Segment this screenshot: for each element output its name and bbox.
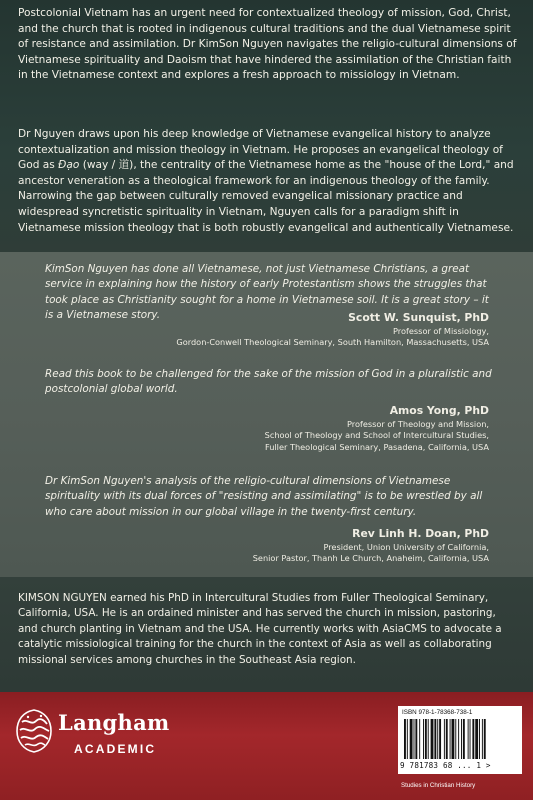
endorsement-quote-2: Read this book to be challenged for the sake of the mission of God in a pluralistic and postcolonial global world.	[45, 368, 492, 396]
isbn-label: ISBN 978-1-78368-738-1	[402, 709, 473, 716]
endorsement-attribution-3	[69, 526, 489, 565]
barcode-bars-icon	[402, 719, 518, 761]
endorser-affiliation-1: Gordon-Conwell Theological Seminary, South Hamilton, Massachusetts, USA	[176, 337, 489, 348]
endorsement-quote-3: Dr KimSon Nguyen's analysis of the religio-cultural dimensions of Vietnamese spirituality with its dual forces of "resisting and assimilating" is to be wrestled by all who care about mission in our global village in the twenty-first century.	[45, 475, 483, 518]
endorsement-attribution-2	[69, 403, 489, 453]
endorser-title-1: Professor of Missiology,	[393, 326, 489, 336]
author-bio: KIMSON NGUYEN earned his PhD in Intercultural Studies from Fuller Theological Seminary, California, USA. He is an ordained minister and has served the church in mission, pastoring, and church planting in Vietnam and the USA. He currently works with AsiaCMS to advocate a catalytic missiological training for the church in the context of Asia as well as collaborating missional services among churches in the Southeast Asia region.	[18, 592, 502, 666]
endorser-title-3: President, Union University of California,	[323, 542, 489, 552]
isbn-digits: 9 781783 68 ... 1 >	[400, 761, 491, 770]
dao-term: Đạo	[58, 159, 80, 172]
isbn-barcode	[398, 706, 522, 774]
endorser-name-2: Amos Yong, PhD	[389, 404, 489, 417]
langham-emblem-icon	[14, 708, 54, 754]
publisher-name: Langham	[58, 710, 170, 735]
langham-academic-logo	[14, 700, 244, 780]
endorsement-quote-1: KimSon Nguyen has done all Vietnamese, not just Vietnamese Christians, a great service in explaining how the history of early Protestantism shows the struggles that took place as Christianity sought for a home in Vietnamese soil. It is a great story – it is a Vietnamese story.	[45, 263, 489, 322]
endorsement-attribution-1	[69, 310, 489, 349]
description-paragraph-2-end: (way / 道), the centrality of the Vietnamese home as the "house of the Lord," and ancestor veneration as a theological framework for an indigenous theology of the family. Narrowing the gap between culturally removed evangelical missionary practice and widespread syncretistic spirituality in Vietnam, Nguyen calls for a paradigm shift in Vietnamese mission theology that is both robustly evangelical and authentically Vietnamese.	[18, 159, 514, 234]
endorser-title-2: Professor of Theology and Mission,	[346, 419, 489, 429]
description-paragraph-1: Postcolonial Vietnam has an urgent need for contextualized theology of mission, God, Christ, and the church that is rooted in indigenous cultural traditions and the dual Vietnamese spirit of resistance and assimilation. Dr KimSon Nguyen navigates the religio-cultural dimensions of Vietnamese spirituality and Daoism that have hindered the assimilation of the Christian faith in the Vietnamese context and explores a fresh approach to missiology in Vietnam.	[18, 7, 517, 82]
endorser-affiliation-2: Fuller Theological Seminary, Pasadena, California, USA	[264, 441, 489, 452]
endorser-name-3: Rev Linh H. Doan, PhD	[352, 527, 489, 540]
publisher-imprint: ACADEMIC	[74, 742, 157, 756]
description-paragraph-2-start: Dr Nguyen draws upon his deep knowledge of Vietnamese evangelical history to analyze contextualization and mission theology in Vietnam. He proposes an evangelical theology of God as	[18, 128, 503, 172]
endorser-name-1: Scott W. Sunquist, PhD	[348, 311, 489, 324]
series-name: Studies in Christian History	[401, 782, 476, 789]
endorser-affiliation-3: Senior Pastor, Thanh Le Church, Anaheim, California, USA	[252, 553, 489, 564]
description-paragraph-2	[18, 127, 518, 236]
endorser-school-2: School of Theology and School of Intercultural Studies,	[264, 430, 489, 441]
